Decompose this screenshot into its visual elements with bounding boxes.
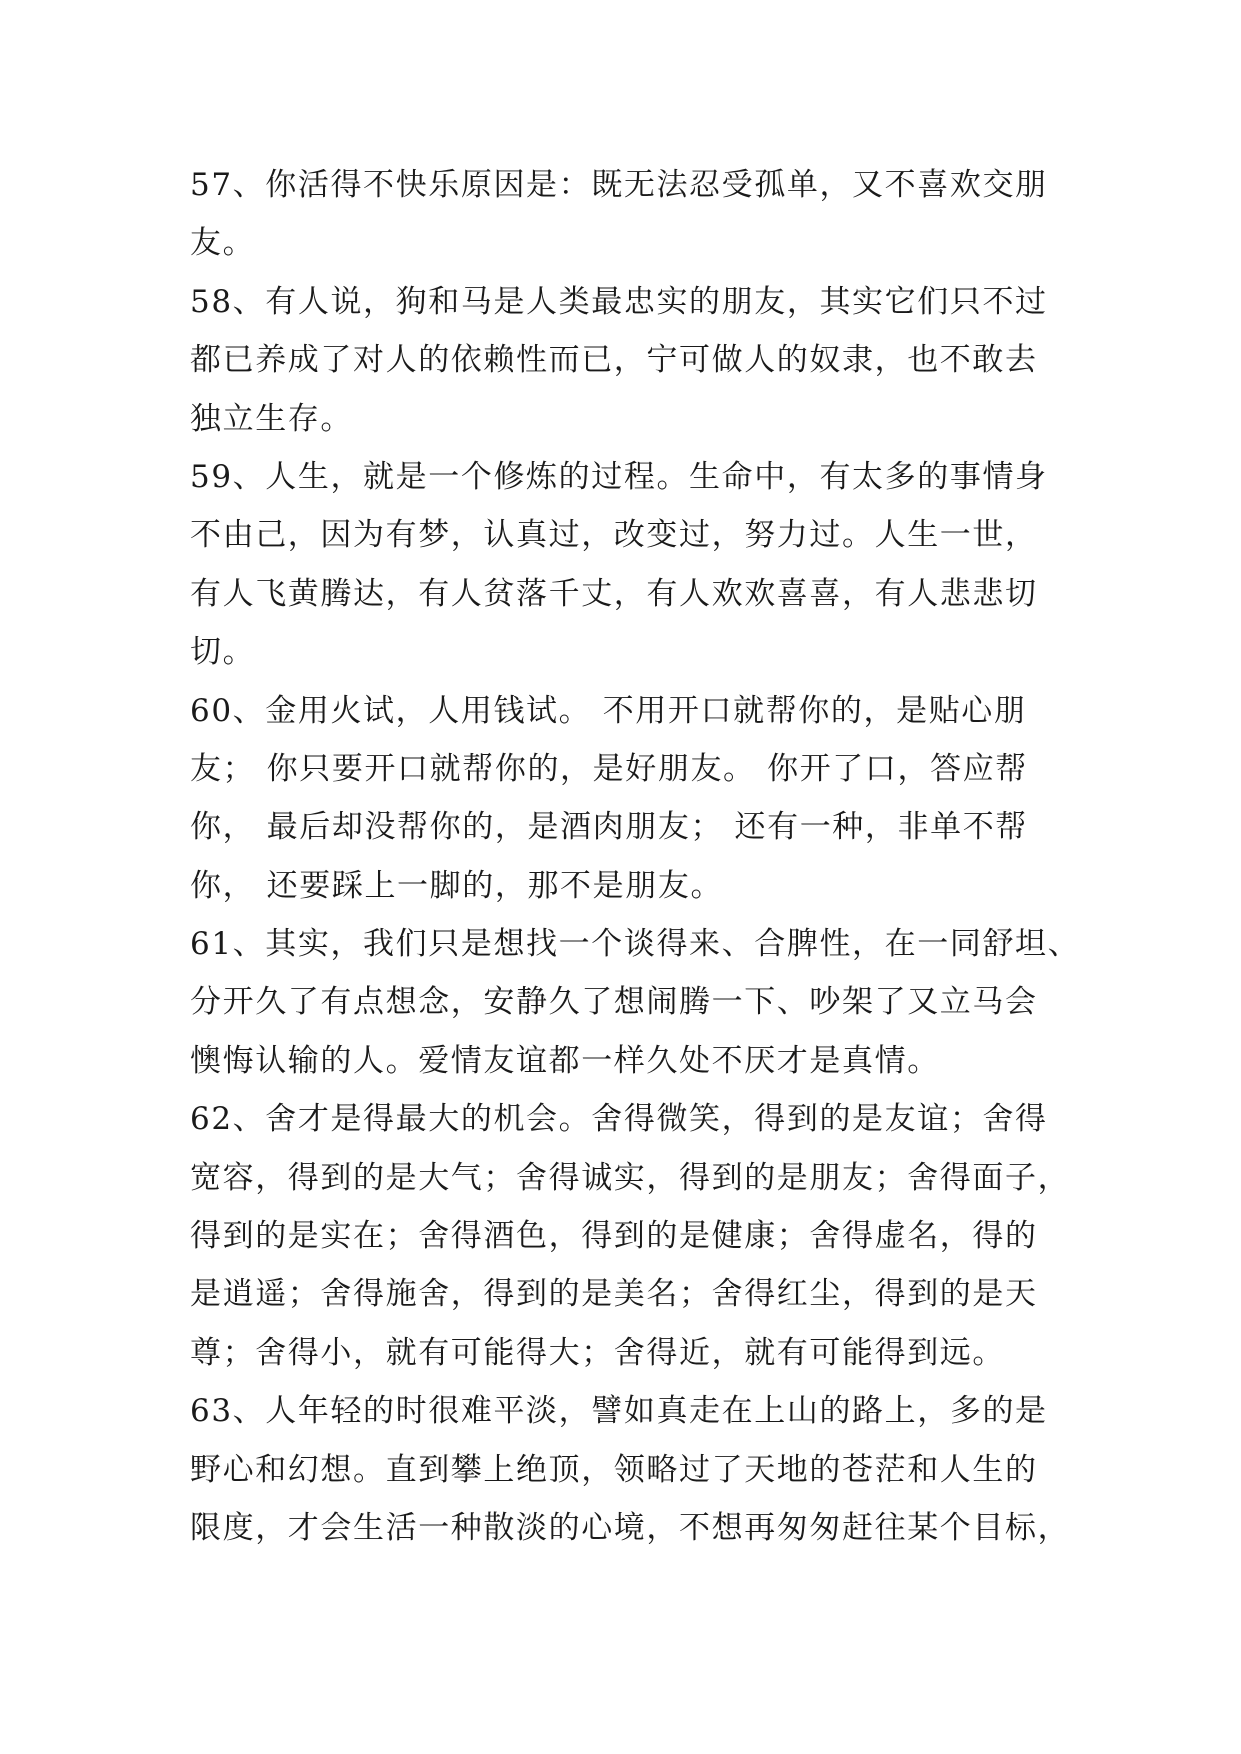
text-line-58c: 独立生存。 bbox=[190, 400, 353, 437]
text-line-63a: 63、人年轻的时很难平淡，譬如真走在上山的路上，多的是 bbox=[190, 1393, 1048, 1430]
text-line-57b: 友。 bbox=[190, 225, 256, 262]
text-line-60d: 你， 还要踩上一脚的，那不是朋友。 bbox=[190, 867, 724, 904]
text-line-59b: 不由己，因为有梦，认真过，改变过，努力过。人生一世， bbox=[190, 517, 1038, 554]
text-line-62b: 宽容，得到的是大气；舍得诚实，得到的是朋友；舍得面子， bbox=[190, 1159, 1071, 1196]
document-body bbox=[190, 156, 1081, 1557]
text-line-58b: 都已养成了对人的依赖性而已，宁可做人的奴隶，也不敢去 bbox=[190, 342, 1038, 379]
text-line-60b: 友； 你只要开口就帮你的，是好朋友。 你开了口，答应帮 bbox=[190, 750, 1028, 787]
text-line-59c: 有人飞黄腾达，有人贫落千丈，有人欢欢喜喜，有人悲悲切 bbox=[190, 575, 1038, 612]
text-line-62e: 尊；舍得小，就有可能得大；舍得近，就有可能得到远。 bbox=[190, 1334, 1005, 1371]
text-line-59a: 59、人生，就是一个修炼的过程。生命中，有太多的事情身 bbox=[190, 458, 1048, 495]
text-line-62d: 是逍遥；舍得施舍，得到的是美名；舍得红尘，得到的是天 bbox=[190, 1276, 1038, 1313]
text-line-60a: 60、金用火试，人用钱试。 不用开口就帮你的，是贴心朋 bbox=[190, 692, 1027, 729]
text-line-62a: 62、舍才是得最大的机会。舍得微笑，得到的是友谊；舍得 bbox=[190, 1101, 1048, 1138]
text-line-62c: 得到的是实在；舍得酒色，得到的是健康；舍得虚名，得的 bbox=[190, 1218, 1038, 1255]
text-line-61a: 61、其实，我们只是想找一个谈得来、合脾性，在一同舒坦、 bbox=[190, 926, 1081, 963]
text-line-59d: 切。 bbox=[190, 634, 256, 671]
text-line-58a: 58、有人说，狗和马是人类最忠实的朋友，其实它们只不过 bbox=[190, 283, 1048, 320]
text-line-61b: 分开久了有点想念，安静久了想闹腾一下、吵架了又立马会 bbox=[190, 984, 1038, 1021]
text-line-61c: 懊悔认输的人。爱情友谊都一样久处不厌才是真情。 bbox=[190, 1042, 940, 1079]
text-line-63b: 野心和幻想。直到攀上绝顶，领略过了天地的苍茫和人生的 bbox=[190, 1451, 1038, 1488]
text-line-63c: 限度，才会生活一种散淡的心境，不想再匆匆赶往某个目标， bbox=[190, 1509, 1071, 1546]
text-line-60c: 你， 最后却没帮你的，是酒肉朋友； 还有一种，非单不帮 bbox=[190, 809, 1028, 846]
text-line-57a: 57、你活得不快乐原因是：既无法忍受孤单，又不喜欢交朋 bbox=[190, 167, 1048, 203]
